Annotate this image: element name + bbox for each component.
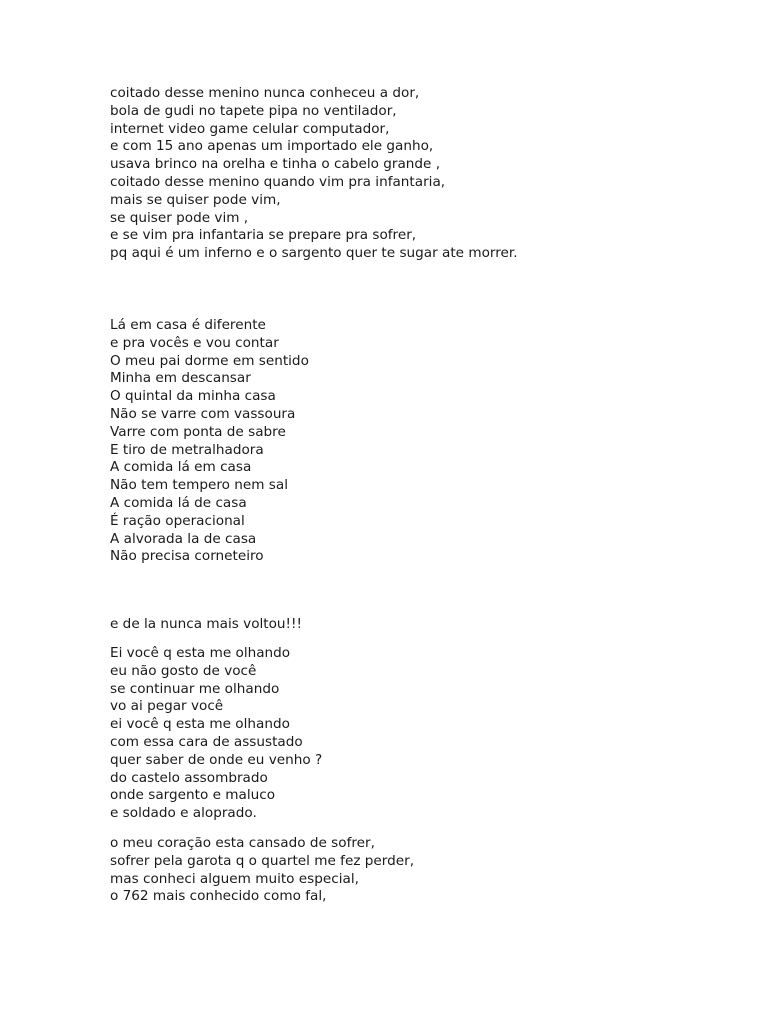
text-line: Não se varre com vassoura <box>110 405 296 422</box>
text-line: A comida lá em casa <box>110 459 252 476</box>
text-line: quer saber de onde eu venho ? <box>110 751 323 768</box>
text-line: Lá em casa é diferente <box>110 317 266 333</box>
text-line: onde sargento e maluco <box>110 787 276 804</box>
text-line: do castelo assombrado <box>110 769 268 786</box>
stanza-ei-voce <box>110 645 322 823</box>
stanza-meu-coracao <box>110 835 414 906</box>
text-line: Não tem tempero nem sal <box>110 477 288 494</box>
text-line: Ei você q esta me olhando <box>110 645 291 661</box>
text-line: e pra vocês e vou contar <box>110 334 279 351</box>
text-line: vo ai pegar você <box>110 698 224 715</box>
stanza-infantaria <box>110 85 518 263</box>
text-line: É ração operacional <box>110 512 245 529</box>
text-line: com essa cara de assustado <box>110 733 303 750</box>
text-line: usava brinco na orelha e tinha o cabelo grande , <box>110 156 441 173</box>
text-line: e soldado e aloprado. <box>110 805 257 822</box>
text-line: o 762 mais conhecido como fal, <box>110 888 327 905</box>
stanza-la-em-casa <box>110 317 309 566</box>
text-line: e de la nunca mais voltou!!! <box>110 616 302 632</box>
text-line: e se vim pra infantaria se prepare pra sofrer, <box>110 227 417 244</box>
text-line: eu não gosto de você <box>110 662 257 679</box>
stanza-nunca-mais-voltou <box>110 616 302 634</box>
text-line: O meu pai dorme em sentido <box>110 352 309 369</box>
text-line: pq aqui é um inferno e o sargento quer te sugar ate morrer. <box>110 245 518 262</box>
text-line: E tiro de metralhadora <box>110 441 264 458</box>
text-line: sofrer pela garota q o quartel me fez perder, <box>110 852 415 869</box>
text-line: se continuar me olhando <box>110 680 280 697</box>
text-line: o meu coração esta cansado de sofrer, <box>110 835 375 851</box>
text-line: A alvorada la de casa <box>110 530 257 547</box>
text-line: coitado desse menino nunca conheceu a dor, <box>110 85 420 101</box>
text-line: bola de gudi no tapete pipa no ventilador, <box>110 102 397 119</box>
text-line: Minha em descansar <box>110 370 251 387</box>
text-line: mas conheci alguem muito especial, <box>110 870 359 887</box>
text-line: O quintal da minha casa <box>110 388 276 405</box>
text-line: ei você q esta me olhando <box>110 716 290 733</box>
text-line: se quiser pode vim , <box>110 209 249 226</box>
text-line: mais se quiser pode vim, <box>110 191 281 208</box>
text-line: A comida lá de casa <box>110 494 247 511</box>
text-line: Não precisa corneteiro <box>110 548 264 565</box>
text-line: coitado desse menino quando vim pra infantaria, <box>110 173 446 190</box>
text-line: Varre com ponta de sabre <box>110 423 286 440</box>
text-line: internet video game celular computador, <box>110 120 390 137</box>
text-line: e com 15 ano apenas um importado ele ganho, <box>110 138 434 155</box>
